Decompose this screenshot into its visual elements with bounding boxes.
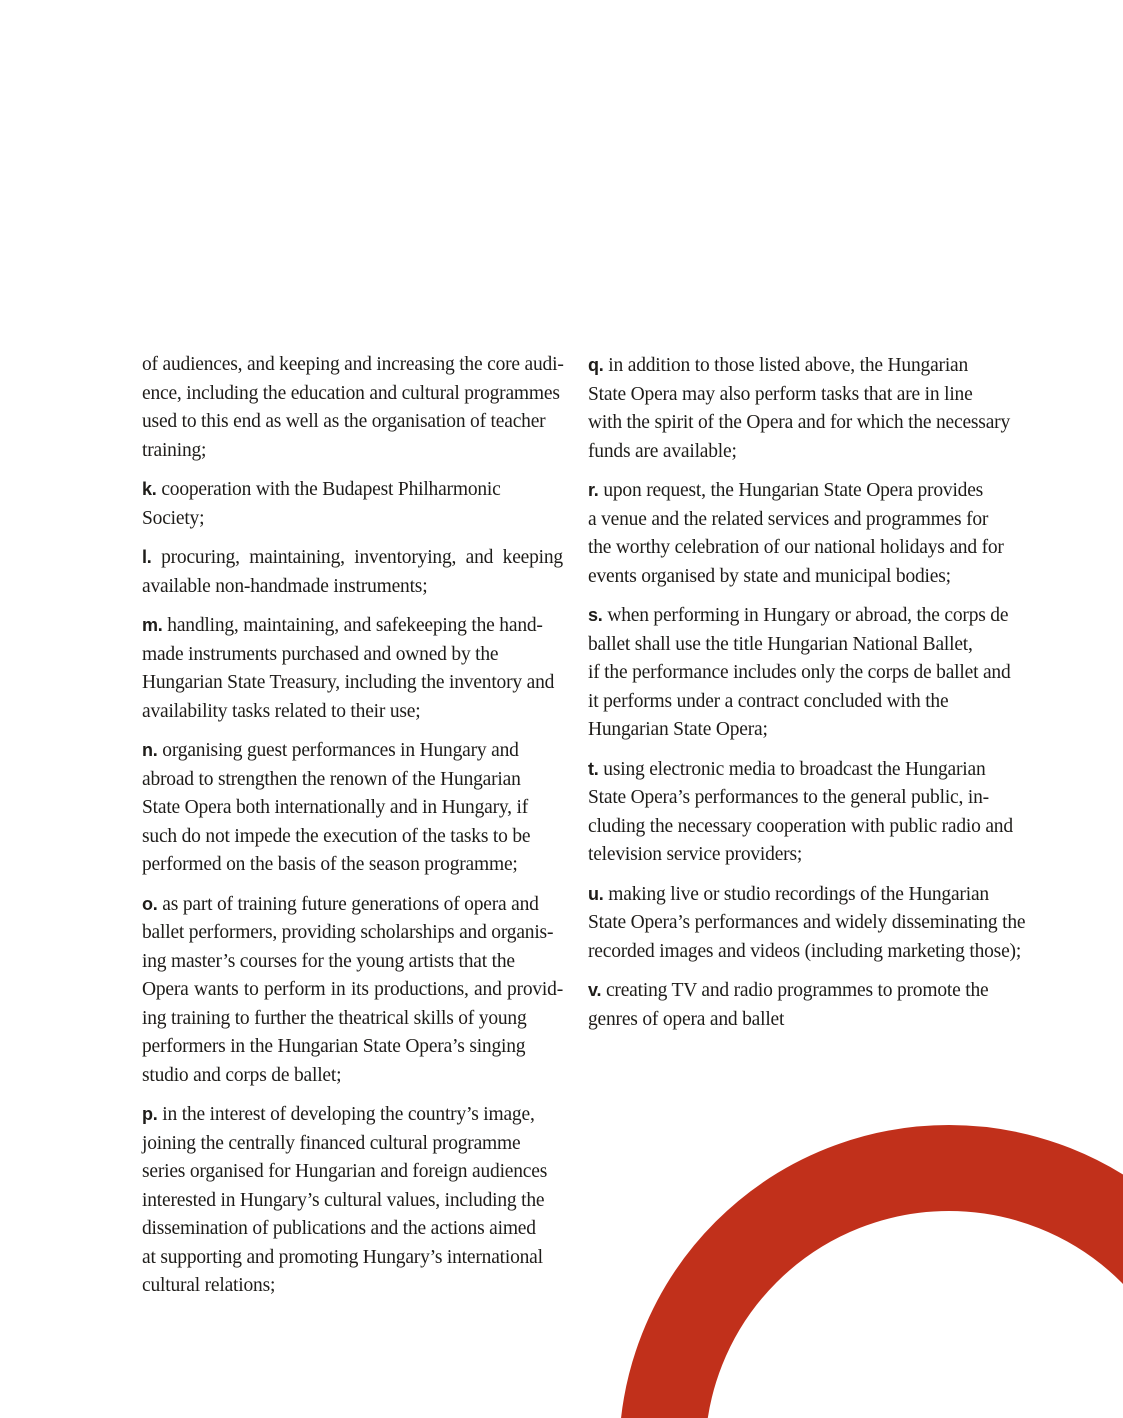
text-line: such do not impede the execution of the tasks to be bbox=[142, 825, 531, 847]
right-text-column bbox=[588, 351, 1026, 1034]
text-line: made instruments purchased and owned by the bbox=[142, 643, 499, 665]
text-line: with the spirit of the Opera and for which the necessary bbox=[588, 412, 1010, 433]
paragraph-label: o. bbox=[142, 893, 158, 914]
text-line: events organised by state and municipal bodies; bbox=[588, 565, 951, 587]
text-line: used to this end as well as the organisation of teacher bbox=[142, 411, 546, 432]
line-text: cooperation with the Budapest Philharmonic bbox=[161, 479, 501, 500]
text-line: Hungarian State Opera; bbox=[588, 719, 768, 740]
text-line: State Opera may also perform tasks that are in line bbox=[588, 383, 973, 405]
paragraph-k bbox=[142, 475, 563, 533]
red-ring-shape bbox=[662, 1168, 1123, 1418]
paragraph-label: t. bbox=[588, 758, 599, 779]
text-line: availability tasks related to their use; bbox=[142, 700, 421, 722]
text-line bbox=[142, 611, 563, 641]
line-text: using electronic media to broadcast the Hungarian bbox=[603, 758, 986, 780]
text-line bbox=[588, 601, 1009, 631]
text-line: dissemination of publications and the actions aimed bbox=[142, 1218, 536, 1239]
text-line bbox=[142, 543, 563, 573]
text-line bbox=[588, 880, 1009, 910]
left-text-column bbox=[142, 351, 563, 1301]
text-line: cultural relations; bbox=[142, 1275, 276, 1296]
text-line: ballet performers, providing scholarships and organis- bbox=[142, 922, 554, 943]
paragraph-label: n. bbox=[142, 740, 158, 760]
text-line: cluding the necessary cooperation with public radio and bbox=[588, 815, 1013, 837]
text-line: performers in the Hungarian State Opera’s singing bbox=[142, 1036, 526, 1057]
text-line: Society; bbox=[142, 507, 205, 529]
paragraph-p bbox=[142, 1100, 563, 1301]
text-line: studio and corps de ballet; bbox=[142, 1064, 342, 1086]
paragraph-label: m. bbox=[142, 615, 163, 635]
text-line: State Opera’s performances and widely disseminating the bbox=[588, 912, 1026, 933]
text-line: recorded images and videos (including marketing those); bbox=[588, 940, 1022, 962]
paragraph-n bbox=[142, 736, 563, 880]
paragraph-label: v. bbox=[588, 980, 602, 1000]
line-text: in addition to those listed above, the Hungarian bbox=[608, 355, 969, 376]
text-line: performed on the basis of the season programme; bbox=[142, 854, 518, 875]
text-line: genres of opera and ballet bbox=[588, 1008, 785, 1030]
text-line bbox=[588, 476, 1009, 506]
paragraph-t bbox=[588, 755, 1013, 870]
paragraph-label: r. bbox=[588, 480, 599, 500]
paragraph-o bbox=[142, 890, 563, 1091]
line-text: making live or studio recordings of the Hungarian bbox=[608, 883, 989, 905]
paragraph-q bbox=[588, 351, 1009, 466]
text-line bbox=[588, 976, 1009, 1006]
text-line: if the performance includes only the corps de ballet and bbox=[588, 662, 1011, 683]
paragraph-l bbox=[142, 543, 563, 601]
text-line: the worthy celebration of our national holidays and for bbox=[588, 537, 1004, 558]
text-line: training; bbox=[142, 439, 207, 461]
paragraph-s bbox=[588, 601, 1009, 745]
paragraph-label: s. bbox=[588, 605, 603, 625]
line-text: when performing in Hungary or abroad, the corps de bbox=[607, 605, 1009, 626]
paragraph-r bbox=[588, 476, 1009, 591]
paragraph-label: l. bbox=[142, 547, 152, 567]
paragraph-label: u. bbox=[588, 883, 604, 904]
paragraph-label: k. bbox=[142, 479, 157, 499]
line-text: upon request, the Hungarian State Opera provides bbox=[603, 480, 984, 501]
text-line bbox=[142, 890, 563, 920]
text-line bbox=[142, 475, 563, 505]
paragraph-intro bbox=[142, 351, 563, 465]
text-line: joining the centrally financed cultural programme bbox=[142, 1132, 521, 1154]
text-line bbox=[588, 755, 1009, 785]
paragraph-u bbox=[588, 880, 1026, 967]
text-line: available non-handmade instruments; bbox=[142, 575, 428, 597]
text-line: a venue and the related services and programmes for bbox=[588, 508, 989, 530]
paragraph-label: p. bbox=[142, 1104, 158, 1124]
text-line bbox=[588, 351, 1009, 381]
text-line: Opera wants to perform in its productions, and provid- bbox=[142, 979, 563, 1000]
text-line bbox=[142, 736, 563, 766]
text-line: Hungarian State Treasury, including the inventory and bbox=[142, 672, 555, 693]
line-text: handling, maintaining, and safekeeping the hand- bbox=[167, 615, 543, 636]
text-line: ing training to further the theatrical skills of young bbox=[142, 1007, 527, 1029]
text-line: ballet shall use the title Hungarian National Ballet, bbox=[588, 633, 973, 655]
text-line: ing master’s courses for the young artists that the bbox=[142, 950, 515, 972]
line-text: in the interest of developing the country’s image, bbox=[162, 1104, 535, 1125]
text-line: series organised for Hungarian and foreign audiences bbox=[142, 1161, 548, 1182]
line-text: as part of training future generations of opera and bbox=[162, 893, 539, 915]
text-line: at supporting and promoting Hungary’s international bbox=[142, 1246, 543, 1268]
text-line: of audiences, and keeping and increasing the core audi- bbox=[142, 354, 564, 375]
text-line: funds are available; bbox=[588, 440, 737, 462]
text-line: State Opera’s performances to the general public, in- bbox=[588, 787, 989, 808]
paragraph-v bbox=[588, 976, 1009, 1034]
text-line: interested in Hungary’s cultural values, including the bbox=[142, 1189, 545, 1211]
paragraph-m bbox=[142, 611, 563, 726]
line-text: procuring, maintaining, inventorying, and keeping bbox=[161, 547, 563, 568]
paragraph-label: q. bbox=[588, 355, 604, 375]
text-line: abroad to strengthen the renown of the Hungarian bbox=[142, 768, 521, 790]
text-line: ence, including the education and cultural programmes bbox=[142, 382, 560, 404]
text-line bbox=[142, 1100, 563, 1130]
line-text: organising guest performances in Hungary and bbox=[162, 740, 519, 761]
text-line: television service providers; bbox=[588, 844, 803, 865]
text-line: it performs under a contract concluded with the bbox=[588, 690, 949, 712]
text-line: State Opera both internationally and in Hungary, if bbox=[142, 797, 529, 818]
line-text: creating TV and radio programmes to promote the bbox=[605, 980, 989, 1001]
